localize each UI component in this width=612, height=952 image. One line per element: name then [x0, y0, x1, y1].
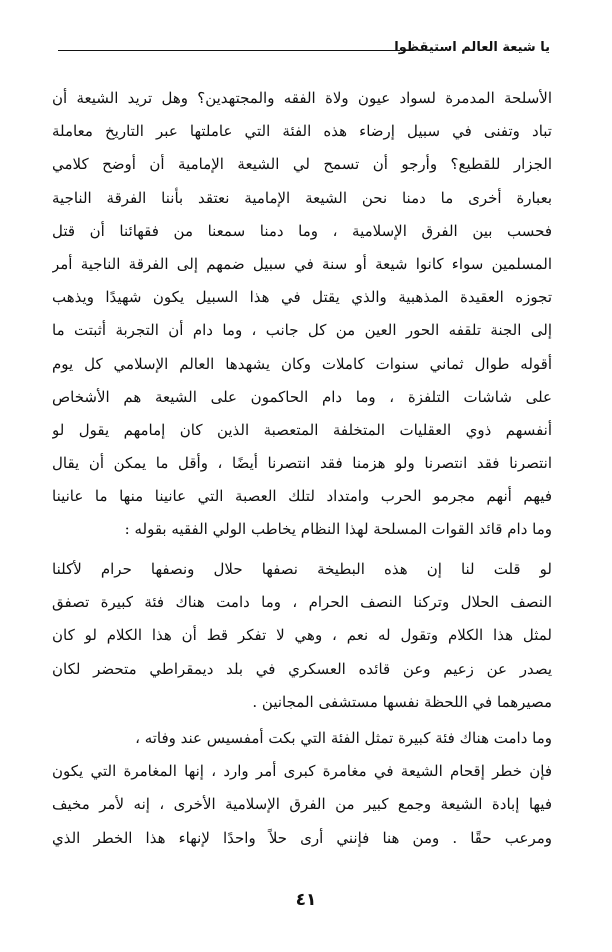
text-line: الأسلحة المدمرة لسواد عيون ولاة الفقه والمجتهدين؟ وهل تريد الشيعة أن [52, 89, 552, 107]
header-rule [58, 50, 400, 51]
text-line: وما دام قائد القوات المسلحة لهذا النظام يخاطب الولي الفقيه بقوله : [124, 520, 552, 539]
text-line: إلى الجنة تلقفه الحور العين من كل جانب ، وما دام أن التجربة أثبتت ما [52, 321, 552, 340]
text-line: يصدر عن زعيم وعن قائده العسكري في بلد ديمقراطي متحضر لكان [52, 659, 552, 678]
text-line: فحسب بين الفرق الإسلامية ، وما دمنا سمعنا من فقهائنا أن قتل [52, 221, 552, 240]
text-line: أقوله طوال ثماني سنوات كاملات وكان يشهدها العالم الإسلامي كل يوم [52, 354, 552, 373]
paragraph-1 [52, 82, 552, 547]
text-line: على شاشات التلفزة ، وما دام الحاكمون على الشيعة هم الأشخاص [52, 387, 552, 406]
text-line: مصيرهما في اللحظة نفسها مستشفى المجانين . [252, 692, 552, 711]
text-line: انتصرنا فقد انتصرنا ولو هزمنا فقد انتصرنا أيضًا ، وأقل ما يمكن أن يقال [52, 454, 552, 473]
text-line: ومرعب حقًا . ومن هنا فإنني أرى حلاً واحدًا لإنهاء هذا الخطر الذي [52, 828, 552, 847]
text-line: بعبارة أخرى ما دمنا نحن الشيعة الإمامية نعتقد بأننا الفرقة الناجية [52, 188, 552, 207]
text-line: تجوزه العقيدة المذهبية والذي يقتل في هذا السبيل يكون شهيدًا ويذهب [52, 288, 552, 307]
text-line: تباد وتفنى في سبيل إرضاء هذه الفئة التي عاملتها عبر التاريخ معاملة [52, 122, 552, 141]
text-line: الجزار للقطيع؟ وأرجو أن تسمح لي الشيعة الإمامية أن أوضح كلامي [52, 155, 552, 174]
text-line: فإن خطر إقحام الشيعة في مغامرة كبرى أمر وارد ، إنها المغامرة التي يكون [52, 762, 552, 781]
text-line: وما دامت هناك فئة كبيرة تمثل الفئة التي بكت أمفسيس عند وفاته ، [135, 729, 552, 747]
text-line: لو قلت لنا إن هذه البطيخة نصفها حلال ونصفها حرام لأكلنا [52, 560, 552, 578]
text-line: فيهم أنهم مجرمو الحرب وامتداد لتلك العصبة التي عانينا منها ما عانينا [52, 487, 552, 506]
page-number: ٤١ [295, 890, 317, 910]
text-line: النصف الحلال وتركنا النصف الحرام ، وما دامت هناك فئة كبيرة تصفق [52, 593, 552, 612]
running-header [58, 38, 550, 68]
text-line: المسلمين سواء كانوا شيعة أو سنة في سبيل ضمهم إلى الفرقة الناجية أمر [52, 254, 552, 273]
text-line: لمثل هذا الكلام وتقول له نعم ، وهي لا تفكر قط أن هذا الكلام لو كان [52, 626, 552, 645]
text-line: فيها إبادة الشيعة وجمع كبير من الفرق الإسلامية الأخرى ، إنه لأمر مخيف [52, 795, 552, 814]
text-line: أنفسهم ذوي العقليات المتخلفة المتعصبة الذين كان إمامهم يقول لو [52, 420, 552, 439]
paragraph-2 [52, 553, 552, 719]
paragraph-3 [52, 722, 552, 855]
header-title: يا شيعة العالم استيقظوا [394, 40, 550, 55]
